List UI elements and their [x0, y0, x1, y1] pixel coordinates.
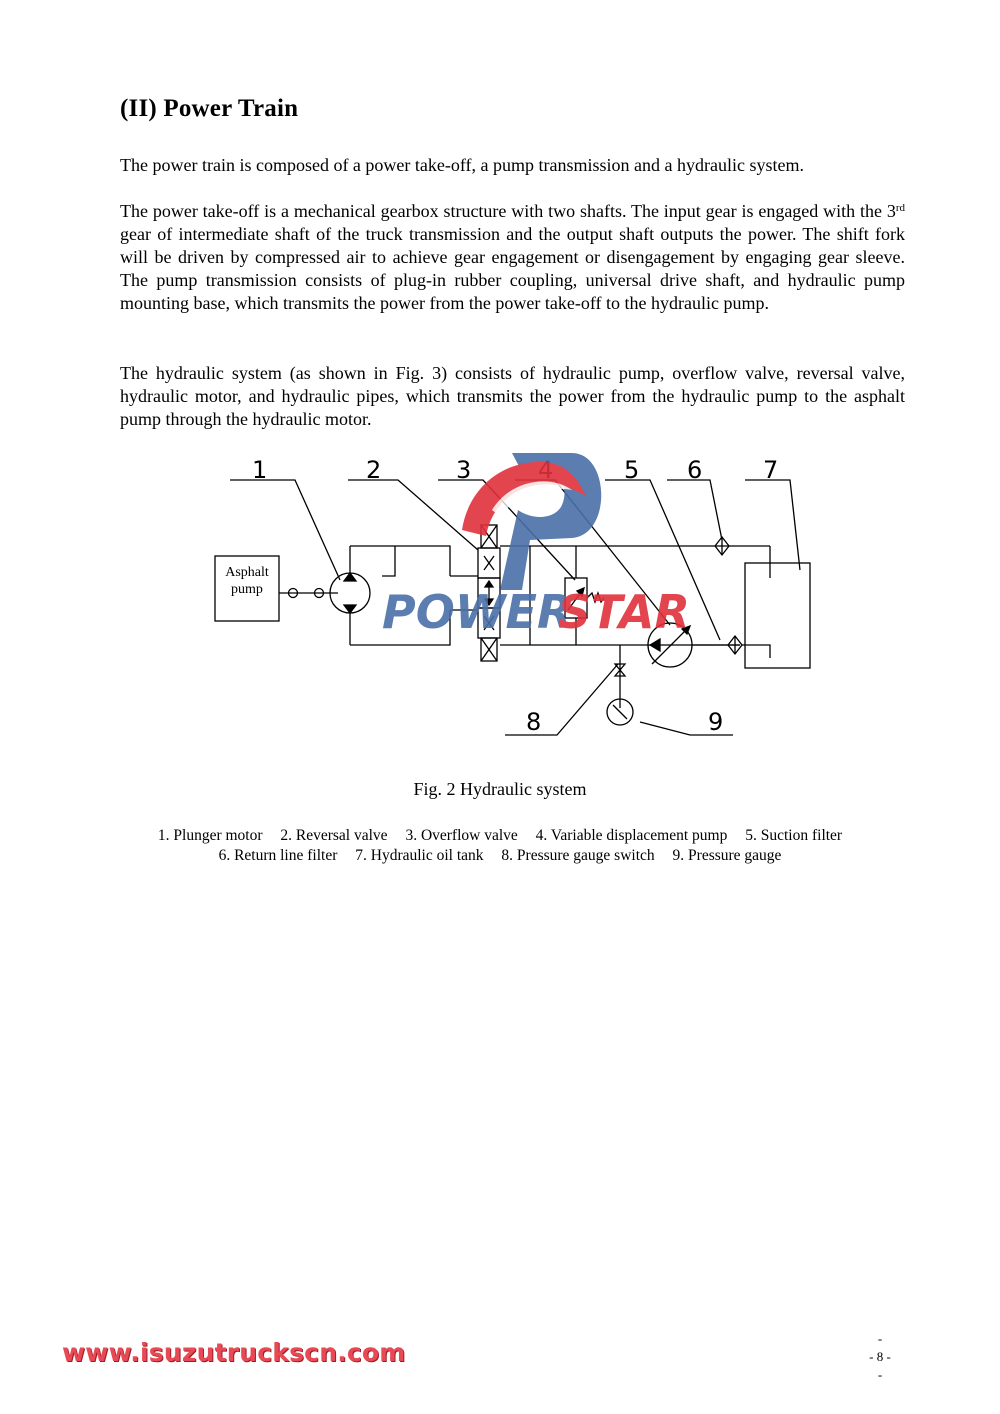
- legend-line-2: [0, 846, 1000, 866]
- ordinal-suffix: rd: [895, 202, 905, 214]
- watermark-star: STAR: [558, 585, 690, 639]
- paragraph-intro: The power train is composed of a power take-off, a pump transmission and a hydraulic system.: [120, 155, 804, 175]
- page-mark-bottom: -: [877, 1367, 883, 1382]
- figure-legend: [0, 826, 1000, 866]
- legend-item: 9. Pressure gauge: [672, 847, 782, 864]
- legend-line-1: [0, 826, 1000, 846]
- legend-item: 3. Overflow valve: [405, 827, 518, 844]
- figure-caption: Fig. 2 Hydraulic system: [413, 779, 587, 799]
- label-2: 2: [366, 456, 382, 484]
- legend-item: 2. Reversal valve: [280, 827, 388, 844]
- label-7: 7: [763, 456, 779, 484]
- page-mark-number: - 8 -: [869, 1349, 891, 1364]
- legend-item: 5. Suction filter: [745, 827, 843, 844]
- label-5: 5: [624, 456, 640, 484]
- legend-item: 6. Return line filter: [218, 847, 338, 864]
- section-title: (II) Power Train: [120, 95, 299, 122]
- label-9: 9: [708, 708, 724, 736]
- page-number: [860, 1330, 900, 1384]
- legend-item: 7. Hydraulic oil tank: [355, 847, 484, 864]
- legend-item: 1. Plunger motor: [157, 827, 263, 844]
- hydraulic-system-diagram: [200, 450, 820, 750]
- label-8: 8: [526, 708, 542, 736]
- paragraph-pto-text-b: gear of intermediate shaft of the truck transmission and the output shaft outputs the power. The shift fork will be driven by compressed air to achieve gear engagement or disengagement by engaging gear sleeve. The pump transmission consists of plug-in rubber coupling, universal drive shaft, and hydraulic pump mounting base, which transmits the power from the power take-off to the hydraulic pump.: [120, 224, 905, 313]
- legend-item: 4. Variable displacement pump: [535, 827, 728, 844]
- label-6: 6: [687, 456, 703, 484]
- label-1: 1: [252, 456, 268, 484]
- paragraph-pto-text-a: The power take-off is a mechanical gearbox structure with two shafts. The input gear is engaged with the 3: [120, 201, 896, 221]
- footer-website-link[interactable]: www.isuzutruckscn.com: [62, 1338, 406, 1367]
- hydraulic-oil-tank-symbol: [745, 563, 810, 668]
- asphalt-pump-label-line2: pump: [231, 582, 263, 597]
- page-mark-top: -: [877, 1331, 883, 1346]
- paragraph-hydraulic-system: The hydraulic system (as shown in Fig. 3) consists of hydraulic pump, overflow valve, reversal valve, hydraulic motor, and hydraulic pipes, which transmits the power from the hydraulic pump to the asphalt pump through the hydraulic motor.: [120, 363, 905, 429]
- legend-item: 8. Pressure gauge switch: [501, 847, 655, 864]
- label-3: 3: [456, 456, 472, 484]
- paragraph-power-take-off: [120, 200, 905, 315]
- watermark-power: POWER: [382, 585, 573, 639]
- asphalt-pump-label-line1: Asphalt: [225, 565, 269, 580]
